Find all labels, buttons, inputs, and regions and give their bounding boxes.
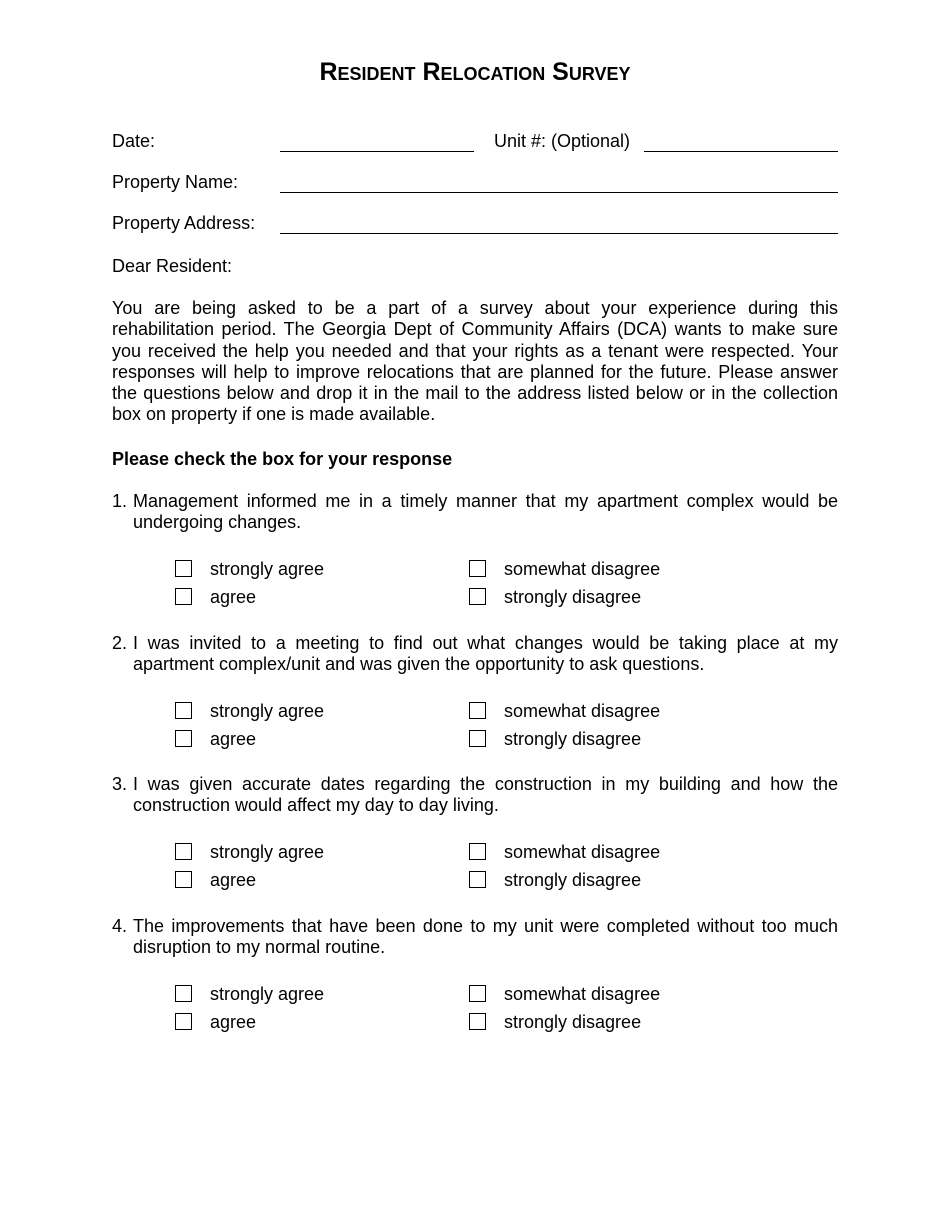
checkbox[interactable] [175, 1013, 192, 1030]
checkbox[interactable] [469, 702, 486, 719]
page-title: Resident Relocation Survey [319, 58, 631, 86]
checkbox[interactable] [469, 560, 486, 577]
unit-field[interactable] [644, 131, 838, 152]
date-field[interactable] [280, 131, 474, 152]
intro-paragraph: You are being asked to be a part of a survey about your experience during this rehabilitation period. The Georgia Dept of Community Affairs (DCA) wants to make sure you received the help you needed and that your rights as a tenant were respected. Your responses will help to improve relocations that are planned for the future. Please answer the questions below and drop it in the mail to the address listed below or in the collection box on property if one is made available. [112, 298, 838, 425]
checkbox[interactable] [175, 588, 192, 605]
question-text: I was invited to a meeting to find out what changes would be taking place at my apartment complex/unit and was given the opportunity to ask questions. [133, 633, 838, 675]
property-address-label: Property Address: [112, 213, 256, 233]
checkbox[interactable] [175, 985, 192, 1002]
checkbox[interactable] [469, 985, 486, 1002]
date-label: Date: [112, 131, 156, 151]
option-label: strongly agree [210, 984, 325, 1004]
option-label: strongly disagree [504, 729, 642, 749]
option-label: agree [210, 729, 257, 749]
checkbox[interactable] [175, 560, 192, 577]
question-number: 3. [112, 774, 128, 794]
checkbox[interactable] [469, 588, 486, 605]
option-label: strongly agree [210, 842, 325, 862]
option-label: somewhat disagree [504, 984, 661, 1004]
question-number: 4. [112, 916, 128, 936]
checkbox[interactable] [469, 730, 486, 747]
question-number: 1. [112, 491, 128, 511]
checkbox[interactable] [469, 871, 486, 888]
option-label: strongly agree [210, 701, 325, 721]
question-2 [112, 633, 838, 763]
question-1 [112, 491, 838, 621]
option-label: strongly disagree [504, 587, 642, 607]
option-label: somewhat disagree [504, 842, 661, 862]
property-name-label: Property Name: [112, 172, 239, 192]
date-unit-row [112, 131, 838, 155]
option-label: somewhat disagree [504, 701, 661, 721]
checkbox[interactable] [469, 1013, 486, 1030]
question-text: I was given accurate dates regarding the construction in my building and how the construction would affect my day to day living. [133, 774, 838, 816]
question-text: Management informed me in a timely manner that my apartment complex would be undergoing changes. [133, 491, 838, 533]
option-label: somewhat disagree [504, 559, 661, 579]
question-3 [112, 774, 838, 904]
property-address-field[interactable] [280, 213, 838, 234]
unit-label: Unit #: (Optional) [494, 131, 631, 151]
checkbox[interactable] [175, 871, 192, 888]
property-name-field[interactable] [280, 172, 838, 193]
option-label: strongly agree [210, 559, 325, 579]
greeting: Dear Resident: [112, 256, 233, 276]
instruction-heading: Please check the box for your response [112, 449, 453, 469]
property-address-row [112, 213, 838, 237]
question-number: 2. [112, 633, 128, 653]
option-label: agree [210, 870, 257, 890]
option-label: strongly disagree [504, 1012, 642, 1032]
checkbox[interactable] [175, 843, 192, 860]
checkbox[interactable] [175, 702, 192, 719]
option-label: agree [210, 587, 257, 607]
checkbox[interactable] [469, 843, 486, 860]
option-label: agree [210, 1012, 257, 1032]
checkbox[interactable] [175, 730, 192, 747]
question-text: The improvements that have been done to my unit were completed without too much disruption to my normal routine. [133, 916, 838, 958]
property-name-row [112, 172, 838, 196]
option-label: strongly disagree [504, 870, 642, 890]
question-4 [112, 916, 838, 1046]
